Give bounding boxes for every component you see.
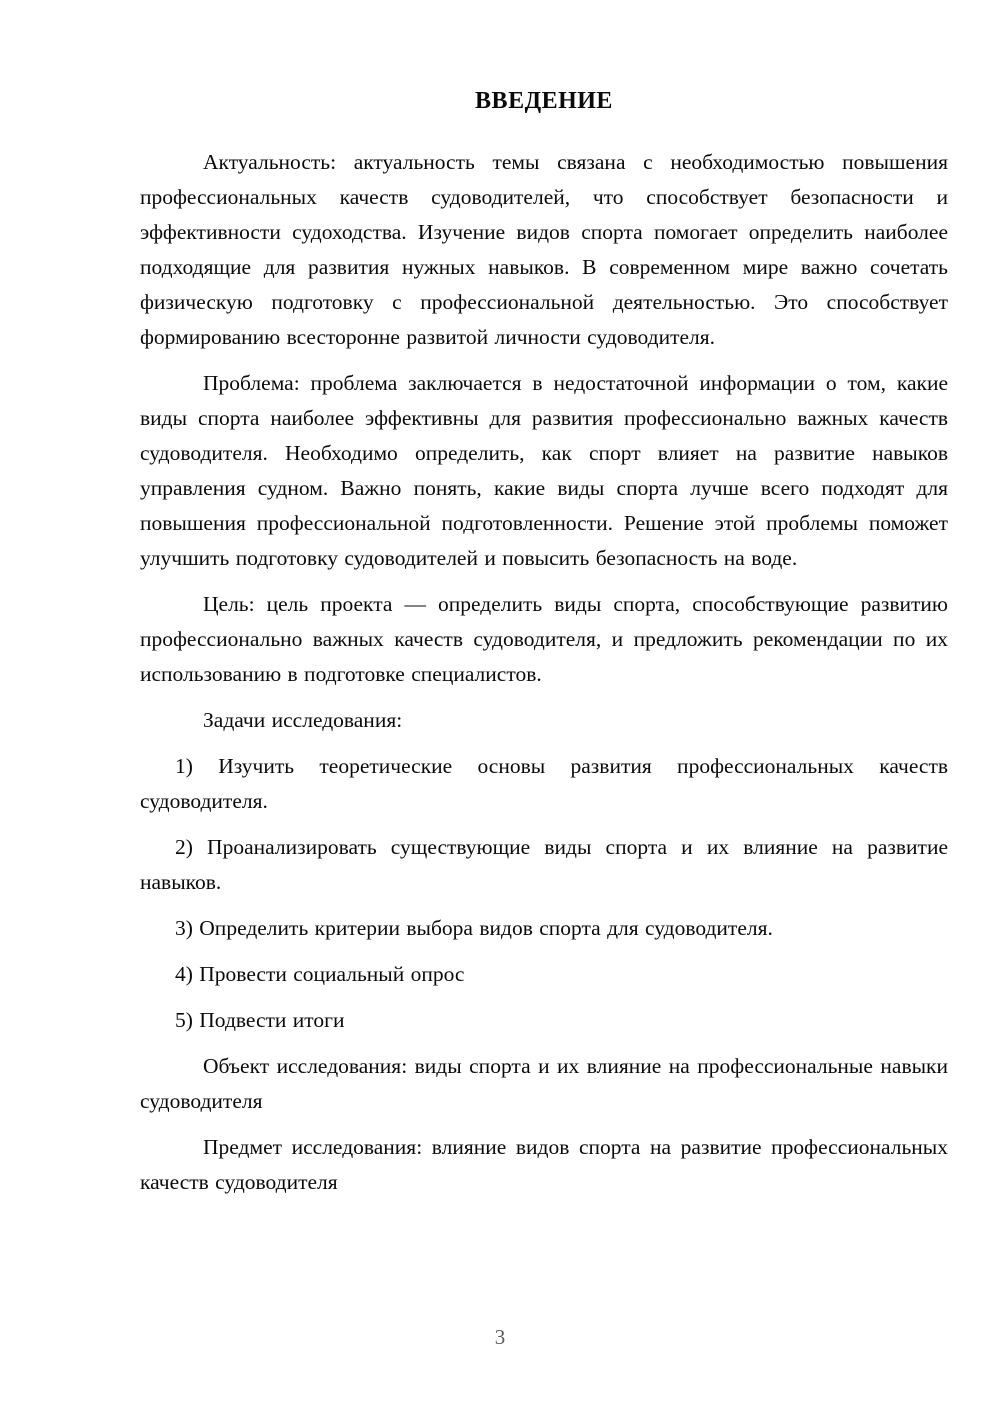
page-number: 3 — [494, 1325, 506, 1349]
task-item-2: 2) Проанализировать существующие виды спорта и их влияние на развитие навыков. — [140, 835, 948, 894]
page-title: ВВЕДЕНИЕ — [475, 88, 613, 114]
paragraph-obekt: Объект исследования: виды спорта и их влияние на профессиональные навыки судоводителя — [140, 1054, 948, 1113]
paragraph-predmet: Предмет исследования: влияние видов спорта на развитие профессиональных качеств судоводителя — [140, 1135, 948, 1194]
task-item-3: 3) Определить критерии выбора видов спорта для судоводителя. — [175, 916, 773, 940]
paragraph-problema: Проблема: проблема заключается в недостаточной информации о том, какие виды спорта наиболее эффективны для развития профессионально важных качеств судоводителя. Необходимо определить, как спорт влияет на развитие навыков управления судном. Важно понять, какие виды спорта лучше всего подходят для повышения профессиональной подготовленности. Решение этой проблемы поможет улучшить подготовку судоводителей и повысить безопасность на воде. — [140, 371, 948, 570]
task-item-5: 5) Подвести итоги — [175, 1008, 345, 1032]
paragraph-aktualnost: Актуальность: актуальность темы связана с необходимостью повышения профессиональных качеств судоводителей, что способствует безопасности и эффективности судоходства. Изучение видов спорта помогает определить наиболее подходящие для развития нужных навыков. В современном мире важно сочетать физическую подготовку с профессиональной деятельностью. Это способствует формированию всесторонне развитой личности судоводителя. — [140, 150, 948, 349]
task-item-4: 4) Провести социальный опрос — [175, 962, 465, 986]
tasks-heading: Задачи исследования: — [203, 708, 403, 732]
task-item-1: 1) Изучить теоретические основы развития профессиональных качеств судоводителя. — [140, 754, 948, 813]
paragraph-tsel: Цель: цель проекта — определить виды спорта, способствующие развитию профессионально важных качеств судоводителя, и предложить рекомендации по их использованию в подготовке специалистов. — [140, 592, 948, 686]
